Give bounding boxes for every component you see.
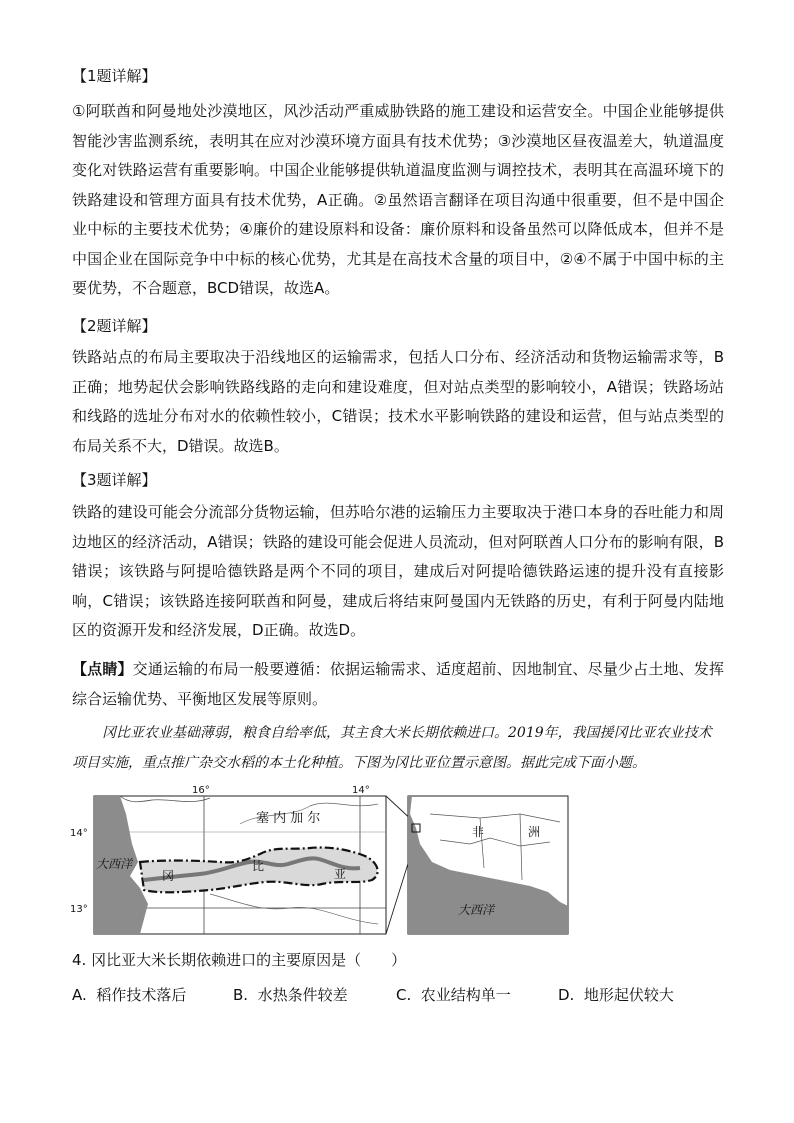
lat-13-label: 13° <box>70 904 88 915</box>
gambia-label-2: 比 <box>252 859 265 873</box>
lon-16-label: 16° <box>192 785 210 796</box>
section-3-body: 铁路的建设可能会分流部分货物运输，但苏哈尔港的运输压力主要取决于港口本身的吞吐能力和周边地区的经济活动，A错误；铁路的建设可能会促进人员流动，但对阿联酋人口分布的影响有限，B错误；该铁路与阿提哈德铁路是两个不同的项目，建成后对阿提哈德铁路运速的提升没有直接影响，C错误；该铁路连接阿联酋和阿曼，建成后将结束阿曼国内无铁路的历史，有利于阿曼内陆地区的资源开发和经济发展，D正确。故选D。 <box>72 503 724 639</box>
lon-14-label: 14° <box>352 785 370 796</box>
section-2-heading: 【2题详解】 <box>72 317 157 335</box>
section-1-heading: 【1题详解】 <box>72 67 157 85</box>
section-3-heading: 【3题详解】 <box>72 471 157 489</box>
option-a <box>72 983 186 1007</box>
atlantic-label-left: 大西洋 <box>96 857 133 871</box>
option-b-text: 水热条件较差 <box>257 986 348 1004</box>
option-c-text: 农业结构单一 <box>420 986 511 1004</box>
option-d-text: 地形起伏较大 <box>583 986 674 1004</box>
tip-label: 【点睛】 <box>72 660 133 678</box>
atlantic-label-inset: 大西洋 <box>458 903 495 917</box>
section-1-body: ①阿联酋和阿曼地处沙漠地区，风沙活动严重威胁铁路的施工建设和运营安全。中国企业能够提供智能沙害监测系统，表明其在应对沙漠环境方面具有技术优势；③沙漠地区昼夜温差大，轨道温度变化对铁路运营有重要影响。中国企业能够提供轨道温度监测与调控技术，表明其在高温环境下的铁路建设和管理方面具有技术优势，A正确。②虽然语言翻译在项目沟通中很重要，但不是中国企业中标的主要技术优势；④廉价的建设原料和设备：廉价原料和设备虽然可以降低成本，但并不是中国企业在国际竞争中中标的核心优势，尤其是在高技术含量的项目中，②④不属于中国中标的主要优势，不合题意，BCD错误，故选A。 <box>72 102 724 297</box>
gambia-location-map <box>60 784 600 936</box>
lat-14-label: 14° <box>70 828 88 839</box>
tip-body: 交通运输的布局一般要遵循：依据运输需求、适度超前、因地制宜、尽量少占土地、发挥综合运输优势、平衡地区发展等原则。 <box>72 660 724 708</box>
option-d <box>558 983 674 1007</box>
question-intro: 冈比亚农业基础薄弱，粮食自给率低，其主食大米长期依赖进口。2019年，我国援冈比亚农业技术项目实施，重点推广杂交水稻的本土化种植。下图为冈比亚位置示意图。据此完成下面小题。 <box>72 725 712 771</box>
gambia-label-3: 亚 <box>334 867 347 881</box>
tip-paragraph <box>72 655 724 714</box>
option-c-letter: C. <box>396 986 412 1004</box>
senegal-label: 塞 内 加 尔 <box>256 811 321 826</box>
option-b <box>233 983 348 1007</box>
gambia-label-1: 冈 <box>162 869 175 883</box>
option-a-letter: A. <box>72 986 87 1004</box>
africa-label-1: 非 <box>472 825 485 839</box>
question-stem: 4. 冈比亚大米长期依赖进口的主要原因是（ ） <box>72 951 407 969</box>
option-d-letter: D. <box>558 986 575 1004</box>
option-b-letter: B. <box>233 986 249 1004</box>
option-c <box>396 983 511 1007</box>
africa-label-2: 洲 <box>528 825 541 839</box>
section-2-body: 铁路站点的布局主要取决于沿线地区的运输需求，包括人口分布、经济活动和货物运输需求等，B正确；地势起伏会影响铁路线路的走向和建设难度，但对站点类型的影响较小，A错误；铁路场站和线路的选址分布对水的依赖性较小，C错误；技术水平影响铁路的建设和运营，但与站点类型的布局关系不大，D错误。故选B。 <box>72 348 724 455</box>
option-a-text: 稻作技术落后 <box>96 986 187 1004</box>
